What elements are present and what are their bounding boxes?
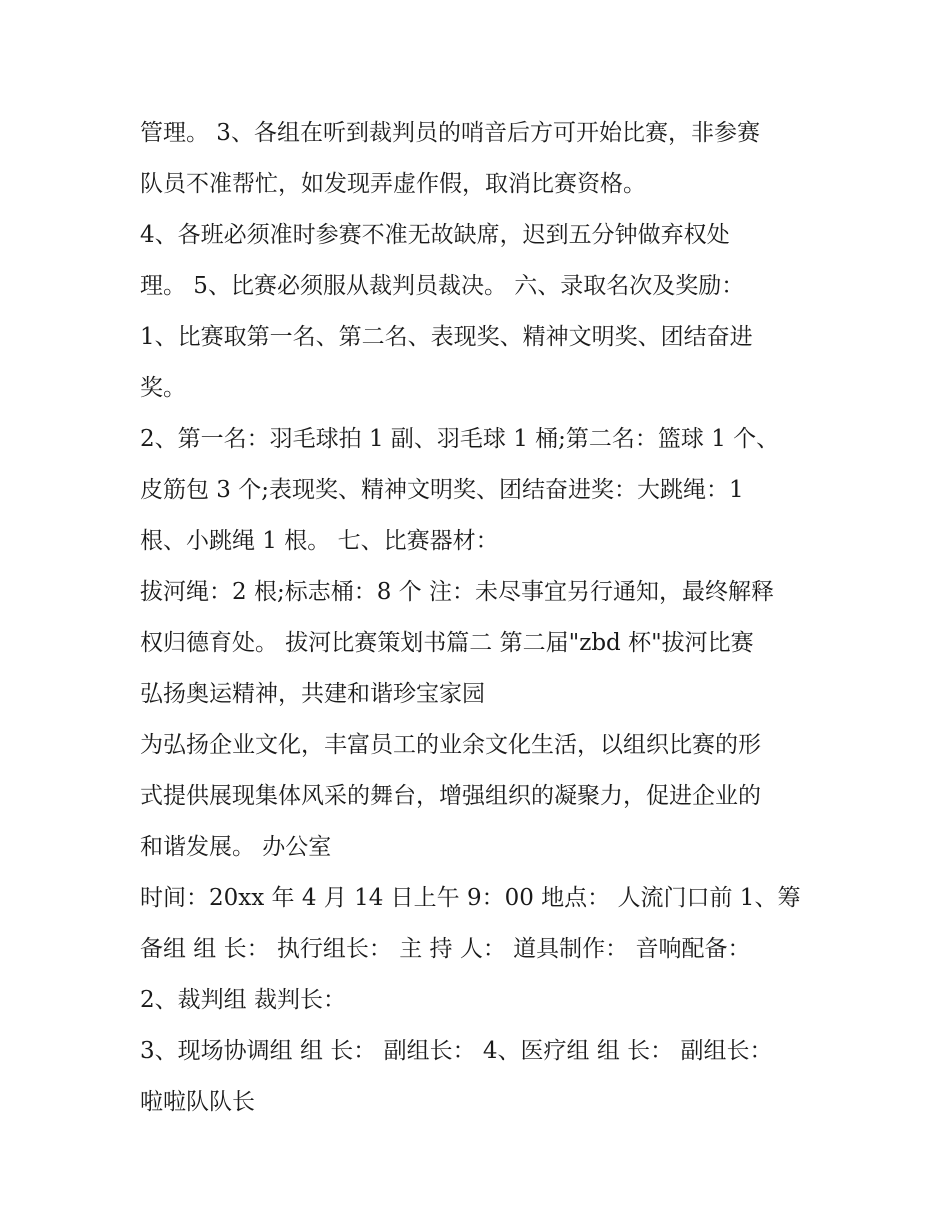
text-line: 弘扬奥运精神，共建和谐珍宝家园 (140, 681, 485, 707)
text-line: 拔河绳：2 根;标志桶：8 个 注：未尽事宜另行通知，最终解释 (140, 579, 774, 605)
text-line: 备组 组 长： 执行组长： 主 持 人： 道具制作： 音响配备： (140, 936, 751, 962)
text-line: 2、裁判组 裁判长： (140, 987, 346, 1013)
text-line: 时间：20xx 年 4 月 14 日上午 9：00 地点： 人流门口前 1、筹 (140, 885, 801, 911)
text-line: 2、第一名：羽毛球拍 1 副、羽毛球 1 桶;第二名：篮球 1 个、 (140, 426, 780, 452)
text-line: 和谐发展。 办公室 (140, 834, 332, 860)
text-line: 管理。 3、各组在听到裁判员的哨音后方可开始比赛，非参赛 (140, 120, 760, 146)
text-line: 队员不准帮忙，如发现弄虚作假，取消比赛资格。 (140, 171, 646, 197)
text-line: 根、小跳绳 1 根。 七、比赛器材： (140, 528, 499, 554)
text-line: 奖。 (140, 375, 186, 401)
text-line: 皮筋包 3 个;表现奖、精神文明奖、团结奋进奖：大跳绳：1 (140, 477, 744, 503)
text-line: 1、比赛取第一名、第二名、表现奖、精神文明奖、团结奋进 (140, 324, 753, 350)
text-line: 3、现场协调组 组 长： 副组长： 4、医疗组 组 长： 副组长： (140, 1038, 773, 1064)
text-line: 式提供展现集体风采的舞台，增强组织的凝聚力，促进企业的 (140, 783, 761, 809)
text-line: 权归德育处。 拔河比赛策划书篇二 第二届"zbd 杯"拔河比赛 (140, 630, 754, 656)
text-line: 4、各班必须准时参赛不准无故缺席，迟到五分钟做弃权处 (140, 222, 730, 248)
text-line: 理。 5、比赛必须服从裁判员裁决。 六、录取名次及奖励： (140, 273, 745, 299)
text-line: 啦啦队队长 (140, 1089, 255, 1115)
document-body (140, 108, 820, 1128)
text-line: 为弘扬企业文化，丰富员工的业余文化生活，以组织比赛的形 (140, 732, 761, 758)
